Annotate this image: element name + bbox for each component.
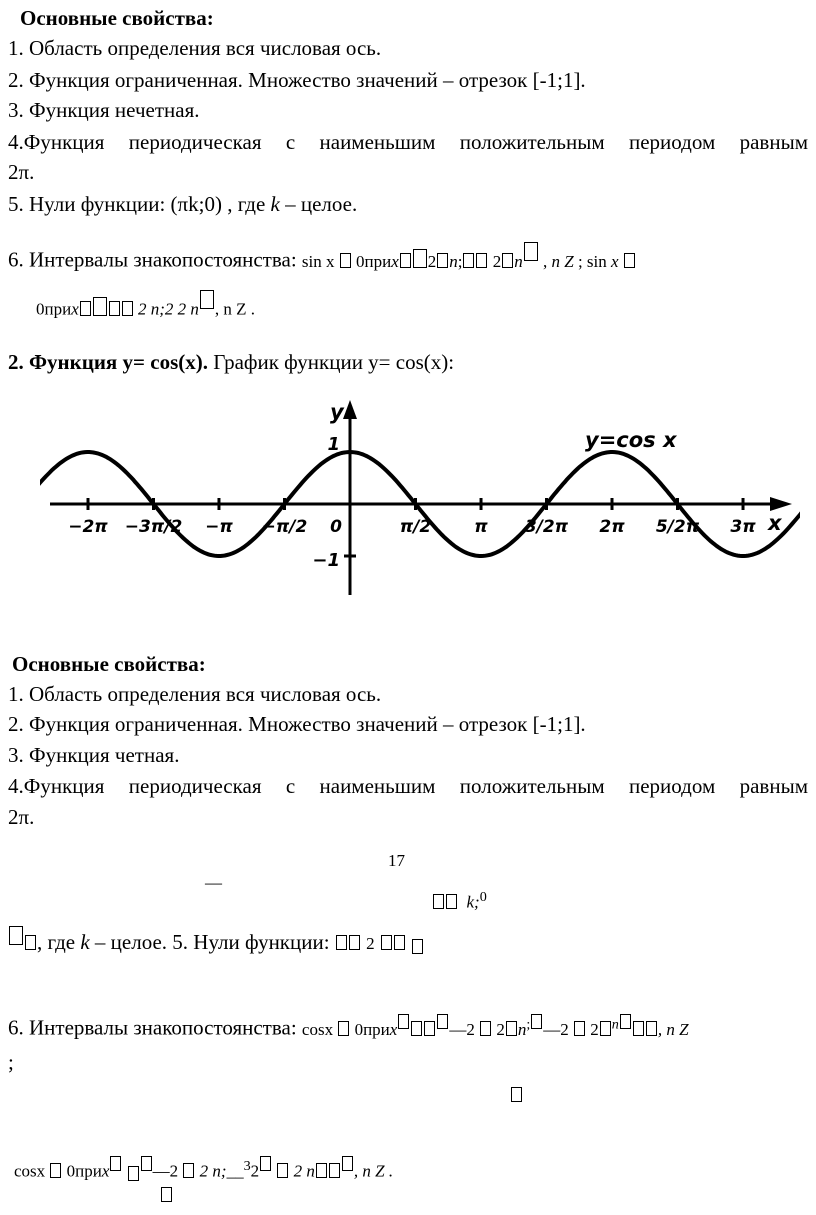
missing-glyph [338, 1021, 349, 1036]
cos-neg-expr: cosx [14, 1161, 46, 1181]
missing-glyph [336, 935, 347, 950]
missing-glyph [381, 935, 392, 950]
missing-glyph [394, 935, 405, 950]
formula-fragment-dash: — [205, 873, 222, 892]
missing-glyph [624, 253, 635, 268]
sin-prop-1: 1. Область определения вся числовая ось. [8, 36, 382, 60]
cos-neg-when: 0при [66, 1161, 102, 1181]
x-tick-label: 2π [599, 517, 625, 537]
sin-props-heading: Основные свойства: [20, 6, 214, 30]
cos-prop-3: 3. Функция четная. [8, 743, 180, 767]
sin-two: 2 [427, 251, 437, 271]
cos-two-a: 2 [496, 1019, 505, 1039]
cos-prop-4: 4.Функция периодическая с наименьшим положительным периодом равным [8, 774, 808, 798]
sin-prop-6-cont: 0приx 2 n;2 2 n , n Z . [36, 290, 255, 322]
cos-neg-frac-a: —2 [152, 1161, 179, 1181]
sin-prop-2: 2. Функция ограниченная. Множество значений – отрезок [-1;1]. [8, 68, 586, 92]
sin-prop-6 [8, 242, 636, 274]
x-tick-label: 0 [330, 517, 342, 537]
cos-neg-three: 3 [243, 1158, 251, 1174]
sin-x: x [391, 251, 399, 271]
missing-glyph [437, 1014, 448, 1029]
cos-zeros-text: – целое. 5. Нули функции: [89, 930, 335, 954]
x-tick-label: π/2 [399, 517, 432, 537]
sin-neg-interval: 2 n;2 2 n [138, 299, 199, 319]
missing-glyph [93, 297, 107, 316]
sin-prop-4: 4.Функция периодическая с наименьшим положительным периодом равным [8, 130, 808, 154]
x-axis-arrow [770, 497, 792, 511]
missing-glyph [141, 1156, 152, 1171]
frag-zero: 0 [479, 889, 487, 905]
sin-sign-intervals-lead: 6. Интервалы знакопостоянства: [8, 247, 302, 272]
x-tick-label: 3π [730, 517, 756, 537]
cos-prop-6 [8, 1012, 689, 1042]
sin-zero-when: 0при [356, 251, 392, 271]
cos-title: 2. Функция y= cos(x). [8, 350, 208, 374]
cos-neg-nz: , n Z . [353, 1161, 394, 1181]
missing-glyph [633, 1021, 644, 1036]
missing-glyph [463, 253, 474, 268]
cos-zeros-k: k [80, 930, 90, 954]
cos-semicolon: ; [526, 1016, 531, 1032]
missing-glyph [110, 1156, 121, 1171]
x-tick-label: 3/2π [524, 517, 569, 537]
missing-glyph [329, 1163, 340, 1178]
cos-zeros-pre: , где [37, 930, 81, 954]
cos-neg-interval-a: 2 n; [199, 1161, 227, 1181]
missing-glyph [424, 1021, 435, 1036]
cos-x: x [389, 1019, 398, 1039]
sin-formula-1: sin x 0приx 2 n; 2 n , n Z ; sin x [302, 252, 636, 271]
missing-glyph [316, 1163, 327, 1178]
missing-glyph [620, 1014, 631, 1029]
cos-n: n [517, 1019, 527, 1039]
missing-glyph [502, 253, 513, 268]
cos-two-b: 2 [590, 1019, 599, 1039]
cos-formula-1: cosx 0приx —2 2 n; —2 2 $^n$ , n Z [301, 1016, 689, 1039]
missing-glyph [80, 301, 91, 316]
missing-glyph [342, 1156, 353, 1171]
cos-prop-1: 1. Область определения вся числовая ось. [8, 682, 382, 706]
cos-props-heading: Основные свойства: [12, 652, 206, 676]
missing-glyph [511, 1087, 522, 1102]
frag-k: k; [466, 892, 480, 912]
sin-neg-when: 0при [36, 299, 72, 319]
cos-neg-interval-b: 2 n [293, 1161, 315, 1181]
missing-glyph [531, 1014, 542, 1029]
x-tick-label: −2π [68, 517, 108, 537]
missing-glyph [524, 242, 538, 261]
missing-glyph [340, 253, 351, 268]
sin-neg-nz: , n Z . [214, 299, 256, 319]
sin-expr: sin x [301, 251, 335, 271]
formula-fragment-box [510, 1086, 523, 1106]
missing-glyph [183, 1163, 194, 1178]
missing-glyph [9, 926, 23, 945]
missing-glyph [446, 894, 457, 909]
cos-zeros-two: 2 [366, 934, 375, 953]
cos-pos-when: 0при [354, 1019, 390, 1039]
missing-glyph [412, 939, 423, 954]
cos-nz: , n Z [657, 1019, 689, 1039]
missing-glyph [50, 1163, 61, 1178]
missing-glyph [349, 935, 360, 950]
missing-glyph [411, 1021, 422, 1036]
missing-glyph [600, 1021, 611, 1036]
formula-fragment-k [432, 887, 487, 913]
missing-glyph [646, 1021, 657, 1036]
sin-zeros-k: k [270, 192, 280, 216]
y-axis-label: y [330, 400, 344, 424]
cos-prop-4-period: 2π. [8, 805, 35, 829]
y-tick-label: −1 [312, 550, 340, 571]
formula-fragment-box-2 [160, 1186, 173, 1206]
missing-glyph [476, 253, 487, 268]
missing-glyph [437, 253, 448, 268]
cos-section-heading [8, 350, 454, 374]
missing-glyph [122, 301, 133, 316]
cos-prop-6-cont: cosx 0приx —2 2 n;__$^3$2 2 n , n Z . [14, 1158, 394, 1181]
missing-glyph [433, 894, 444, 909]
missing-glyph [200, 290, 214, 309]
sin-nz: n Z [551, 251, 574, 271]
x-tick-label: −π/2 [261, 517, 308, 537]
missing-glyph [574, 1021, 585, 1036]
cos-prop-5 [8, 926, 424, 956]
missing-glyph [398, 1014, 409, 1029]
x-tick-label: 5/2π [655, 517, 700, 537]
missing-glyph [128, 1166, 139, 1181]
cos-graph [40, 395, 800, 610]
sin-zeros-text: 5. Нули функции: (πk;0) , где [8, 192, 271, 216]
cos-expr: cosx [301, 1019, 334, 1039]
cos-sign-intervals-lead: 6. Интервалы знакопостоянства: [8, 1015, 302, 1040]
chart-title: y=cos x [585, 428, 677, 452]
missing-glyph [109, 301, 120, 316]
formula-fragment-17: 17 [388, 851, 405, 870]
y-axis-arrow [343, 400, 357, 419]
missing-glyph [260, 1156, 271, 1171]
cos-frac-c: —2 [543, 1019, 569, 1039]
sin-prop-5 [8, 192, 357, 216]
x-tick-label: −π [205, 517, 233, 537]
cos-prop-6-semicolon: ; [8, 1050, 14, 1074]
cos-neg-x: x [101, 1161, 110, 1181]
missing-glyph [161, 1187, 172, 1202]
sin-n: n [449, 251, 458, 271]
missing-glyph [480, 1021, 491, 1036]
x-axis-label: x [768, 511, 782, 535]
cos-frac-a: —2 [449, 1019, 475, 1039]
cos-graph-caption: График функции y= cos(x): [208, 350, 455, 374]
sin-prop-4-period: 2π. [8, 160, 35, 184]
cos-neg-two: 2 [250, 1161, 260, 1181]
x-tick-label: −3π/2 [124, 517, 183, 537]
missing-glyph [506, 1021, 517, 1036]
missing-glyph [400, 253, 411, 268]
sin-prop-3: 3. Функция нечетная. [8, 98, 200, 122]
missing-glyph [25, 935, 36, 950]
x-tick-label: π [474, 517, 488, 537]
missing-glyph [277, 1163, 288, 1178]
y-tick-label: 1 [327, 434, 340, 455]
missing-glyph [413, 249, 427, 268]
sin-zeros-tail: – целое. [279, 192, 358, 216]
cos-prop-2: 2. Функция ограниченная. Множество значений – отрезок [-1;1]. [8, 712, 586, 736]
